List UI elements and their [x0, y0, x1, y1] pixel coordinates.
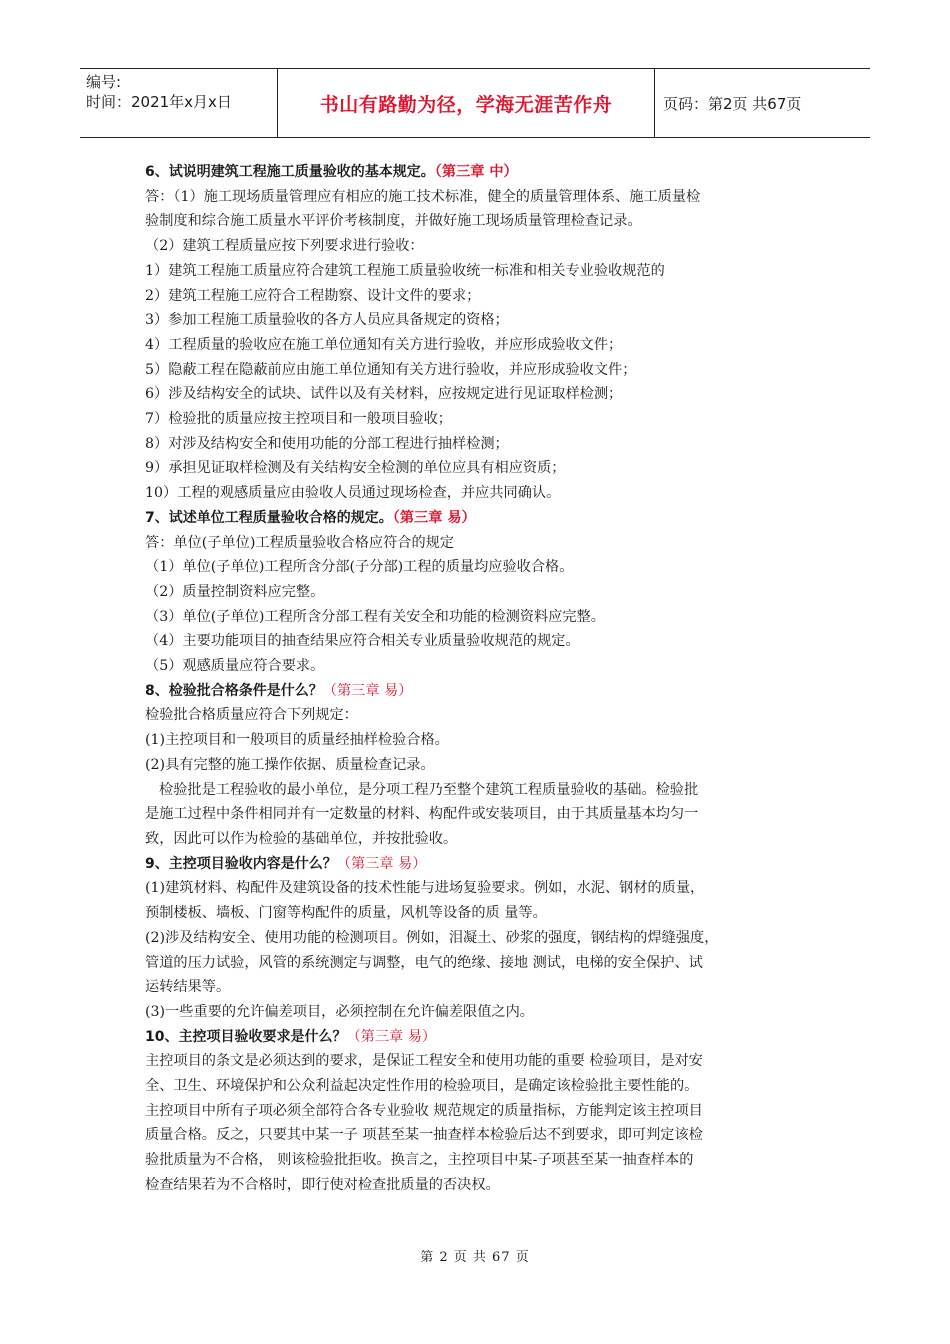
- body-text-line: (2)具有完整的施工操作依据、质量检查记录。: [145, 756, 435, 773]
- body-text-line: （2）质量控制资料应完整。: [145, 583, 325, 600]
- body-text-line: 检验批是工程验收的最小单位，是分项工程乃至整个建筑工程质量验收的基础。检验批: [159, 781, 699, 798]
- body-text-line: 检验批合格质量应符合下列规定：: [145, 707, 358, 724]
- question-heading: [145, 679, 815, 704]
- chapter-difficulty-tag: （第三章 易）: [346, 1028, 437, 1045]
- question-text: 9、主控项目验收内容是什么？: [145, 855, 337, 872]
- chapter-difficulty-tag: （第三章 中）: [434, 164, 518, 180]
- body-text-line: 质量合格。反之，只要其中某一子 项甚至某一抽查样本检验后达不到要求，即可判定该检: [145, 1127, 703, 1144]
- question-heading: [145, 1025, 815, 1050]
- body-text-line: (3)一些重要的允许偏差项目，必须控制在允许偏差限值之内。: [145, 1003, 534, 1020]
- page-footer: 第 2 页 共 67 页: [420, 1250, 530, 1265]
- question-text: 8、检验批合格条件是什么？: [145, 682, 323, 699]
- body-text-line: 8）对涉及结构安全和使用功能的分部工程进行抽样检测；: [145, 435, 509, 452]
- number-label: 编号:: [86, 73, 122, 91]
- question-text: 10、主控项目验收要求是什么？: [145, 1028, 347, 1045]
- body-text-line: 验批质量为不合格， 则该检验批拒收。换言之，主控项目中某-子项甚至某一抽查样本的: [145, 1152, 694, 1169]
- body-text-line: 主控项目的条文是必须达到的要求，是保证工程安全和使用功能的重要 检验项目，是对安: [145, 1053, 703, 1070]
- body-text-line: 验制度和综合施工质量水平评价考核制度，并做好施工现场质量管理检查记录。: [145, 213, 642, 230]
- body-text-line: 10）工程的观感质量应由验收人员通过现场检查，并应共同确认。: [145, 485, 561, 502]
- chapter-difficulty-tag: （第三章 易）: [322, 682, 413, 699]
- question-heading: [145, 506, 815, 531]
- body-text-line: （1）单位(子单位)工程所含分部(子分部)工程的质量均应验收合格。: [145, 559, 574, 576]
- body-text-line: 是施工过程中条件相同并有一定数量的材料、构配件或安装项目，由于其质量基本均匀一: [145, 806, 699, 823]
- body-text-line: 5）隐蔽工程在隐蔽前应由施工单位通知有关方进行验收，并应形成验收文件；: [145, 361, 637, 378]
- body-text-line: 4）工程质量的验收应在施工单位通知有关方进行验收，并应形成验收文件；: [145, 336, 623, 353]
- body-text-line: 1）建筑工程施工质量应符合建筑工程施工质量验收统一标准和相关专业验收规范的: [145, 262, 665, 279]
- body-text-line: 预制楼板、墙板、门窗等构配件的质量，风机等设备的质 量等。: [145, 905, 547, 922]
- body-text-line: 运转结果等。: [145, 979, 231, 996]
- time-label: 时间：2021年x月x日: [86, 93, 232, 111]
- body-text-line: 全、卫生、环境保护和公众利益起决定性作用的检验项目，是确定该检验批主要性能的。: [145, 1078, 699, 1095]
- body-text-line: 管道的压力试验，风管的系统测定与调整，电气的绝缘、接地 测试，电梯的安全保护、试: [145, 954, 703, 971]
- question-heading: [145, 852, 815, 877]
- chapter-difficulty-tag: （第三章 易）: [392, 509, 476, 526]
- document-header: [80, 68, 870, 138]
- body-text-line: 致，因此可以作为检验的基础单位，并按批验收。: [145, 830, 458, 847]
- header-page-label: 页码：第2页 共67页: [663, 94, 802, 113]
- body-text-line: （2）建筑工程质量应按下列要求进行验收：: [145, 238, 424, 255]
- body-text-line: 2）建筑工程施工应符合工程勘察、设计文件的要求；: [145, 287, 481, 304]
- document-body: [145, 160, 815, 1198]
- header-meta-cell: [80, 69, 278, 137]
- body-text-line: （3）单位(子单位)工程所含分部工程有关安全和功能的检测资料应完整。: [145, 608, 605, 625]
- body-text-line: (1)建筑材料、构配件及建筑设备的技术性能与进场复验要求。例如，水泥、钢材的质量，: [145, 880, 705, 897]
- body-text-line: (1)主控项目和一般项目的质量经抽样检验合格。: [145, 732, 449, 749]
- body-text-line: 答：单位(子单位)工程质量验收合格应符合的规定: [145, 534, 455, 551]
- body-text-line: 6）涉及结构安全的试块、试件以及有关材料，应按规定进行见证取样检测；: [145, 386, 623, 403]
- header-motto: 书山有路勤为径，学海无涯苦作舟: [278, 69, 655, 137]
- body-text-line: （4）主要功能项目的抽查结果应符合相关专业质量验收规范的规定。: [145, 633, 580, 650]
- body-text-line: 9）承担见证取样检测及有关结构安全检测的单位应具有相应资质；: [145, 460, 566, 477]
- question-heading: [145, 160, 815, 185]
- body-text-line: (2)涉及结构安全、使用功能的检测项目。例如，泪凝土、砂浆的强度，钢结构的焊缝强度，: [145, 929, 719, 946]
- chapter-difficulty-tag: （第三章 易）: [336, 855, 427, 872]
- body-text-line: 3）参加工程施工质量验收的各方人员应具备规定的资格；: [145, 312, 509, 329]
- body-text-line: 7）检验批的质量应按主控项目和一般项目验收；: [145, 411, 452, 428]
- body-text-line: （5）观感质量应符合要求。: [145, 658, 325, 675]
- body-text-line: 主控项目中所有子项必须全部符合各专业验收 规范规定的质量指标，方能判定该主控项目: [145, 1102, 703, 1119]
- body-text-line: 检查结果若为不合格时，即行使对检查批质量的否决权。: [145, 1176, 500, 1193]
- question-text: 6、试说明建筑工程施工质量验收的基本规定。: [145, 164, 435, 180]
- question-text: 7、试述单位工程质量验收合格的规定。: [145, 509, 393, 526]
- body-text-line: 答：（1）施工现场质量管理应有相应的施工技术标准，健全的质量管理体系、施工质量检: [145, 188, 701, 205]
